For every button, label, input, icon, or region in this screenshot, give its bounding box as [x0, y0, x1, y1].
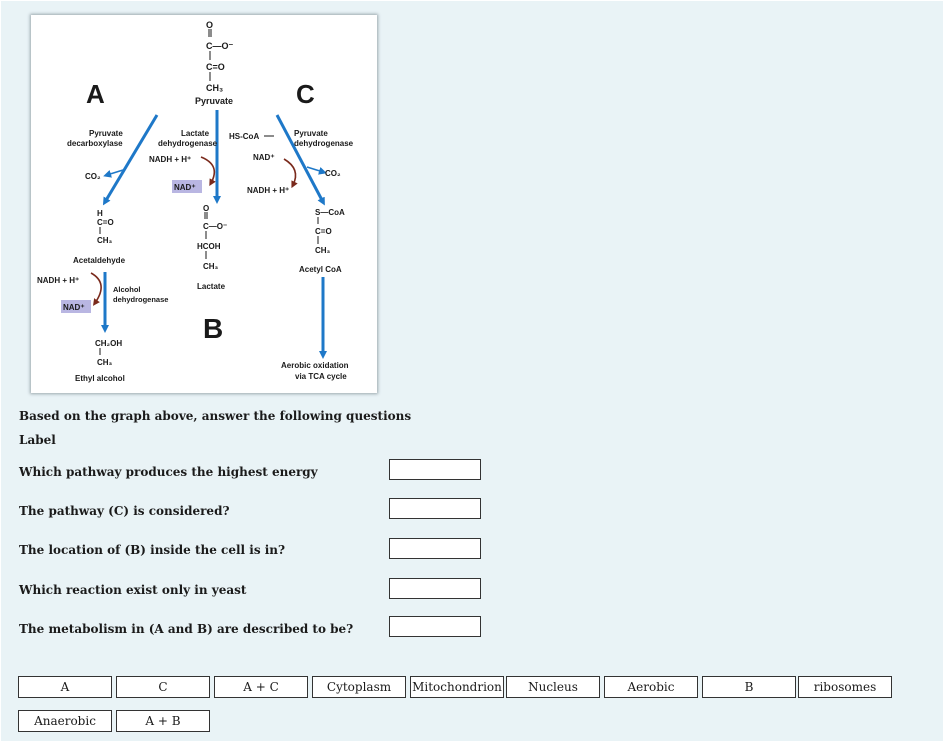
option-a-plus-c[interactable]: A + C — [214, 676, 308, 698]
nadh-left: NADH + H⁺ — [37, 276, 80, 285]
hscoa: HS-CoA — [229, 132, 260, 141]
nadh-mid: NADH + H⁺ — [149, 155, 192, 164]
nadh-right: NADH + H⁺ — [247, 186, 290, 195]
pathway-svg — [31, 15, 377, 393]
option-a-plus-b[interactable]: A + B — [116, 710, 210, 732]
option-ribosomes[interactable]: ribosomes — [798, 676, 892, 698]
answer-drop-zone-2[interactable] — [389, 498, 481, 519]
nad-right: NAD⁺ — [253, 153, 275, 162]
pyruvate-decarboxylase-1: Pyruvate — [89, 129, 123, 138]
curve-nadh-mid — [201, 157, 214, 183]
answer-drop-zone-3[interactable] — [389, 538, 481, 559]
pyruvate-dh-1: Pyruvate — [294, 129, 328, 138]
co2-left: CO₂ — [85, 172, 101, 181]
question-5: The metabolism in (A and B) are described to be? — [19, 622, 354, 636]
curve-nad-right — [284, 159, 296, 185]
nad-left: NAD⁺ — [63, 303, 85, 312]
curve-nadh-left — [91, 273, 101, 303]
option-cytoplasm[interactable]: Cytoplasm — [312, 676, 406, 698]
arrow-co2-right — [307, 167, 323, 172]
coa-s: S—CoA — [315, 208, 345, 217]
pyruvate-label: Pyruvate — [195, 96, 234, 106]
pyruvate-ch3: CH₃ — [206, 83, 224, 93]
aerobic-oxidation: Aerobic oxidation — [281, 361, 349, 370]
lac-ch3: CH₃ — [203, 262, 219, 271]
option-b[interactable]: B — [702, 676, 796, 698]
fermentation-pathway-diagram — [31, 15, 377, 393]
acet-h: H — [97, 209, 103, 218]
lactate-dh-2: dehydrogenase — [158, 139, 218, 148]
option-mitochondrion[interactable]: Mitochondrion — [410, 676, 504, 698]
acet-c: C=O — [97, 218, 114, 227]
label-b: B — [203, 313, 224, 344]
answer-drop-zone-5[interactable] — [389, 616, 481, 637]
label-c: C — [296, 79, 315, 109]
lactate-label: Lactate — [197, 282, 226, 291]
lac-c2: HCOH — [197, 242, 221, 251]
coa-ch3: CH₃ — [315, 246, 331, 255]
instructions-text: Based on the graph above, answer the following questions — [19, 409, 412, 423]
lac-c1: C—O⁻ — [203, 222, 228, 231]
answer-drop-zone-1[interactable] — [389, 459, 481, 480]
pyruvate-c2: C=O — [206, 62, 225, 72]
label-a: A — [86, 79, 105, 109]
lactate-dh-1: Lactate — [181, 129, 210, 138]
label-heading: Label — [19, 433, 56, 447]
question-4: Which reaction exist only in yeast — [19, 583, 247, 597]
option-aerobic[interactable]: Aerobic — [604, 676, 698, 698]
acet-ch3: CH₃ — [97, 236, 113, 245]
question-2: The pathway (C) is considered? — [19, 504, 230, 518]
coa-c: C=O — [315, 227, 332, 236]
co2-right: CO₂ — [325, 169, 341, 178]
question-panel — [1, 1, 943, 741]
tca-cycle: via TCA cycle — [295, 372, 347, 381]
pyruvate-dh-2: dehydrogenase — [294, 139, 354, 148]
acetyl-coa: Acetyl CoA — [299, 265, 342, 274]
option-a[interactable]: A — [18, 676, 112, 698]
lac-o: O — [203, 204, 210, 213]
pyruvate-c1: C—O⁻ — [206, 41, 234, 51]
nad-mid: NAD⁺ — [174, 183, 196, 192]
eth-ch2oh: CH₂OH — [95, 339, 123, 348]
question-3: The location of (B) inside the cell is in? — [19, 543, 286, 557]
option-nucleus[interactable]: Nucleus — [506, 676, 600, 698]
answer-drop-zone-4[interactable] — [389, 578, 481, 599]
alcohol-dh-1: Alcohol — [113, 285, 141, 294]
alcohol-dh-2: dehydrogenase — [113, 295, 169, 304]
pyruvate-decarboxylase-2: decarboxylase — [67, 139, 123, 148]
ethyl-alcohol: Ethyl alcohol — [75, 374, 125, 383]
option-c[interactable]: C — [116, 676, 210, 698]
pyruvate-o: O — [206, 20, 214, 30]
eth-ch3: CH₃ — [97, 358, 113, 367]
question-1: Which pathway produces the highest energy — [19, 465, 318, 479]
acetaldehyde: Acetaldehyde — [73, 256, 126, 265]
option-anaerobic[interactable]: Anaerobic — [18, 710, 112, 732]
